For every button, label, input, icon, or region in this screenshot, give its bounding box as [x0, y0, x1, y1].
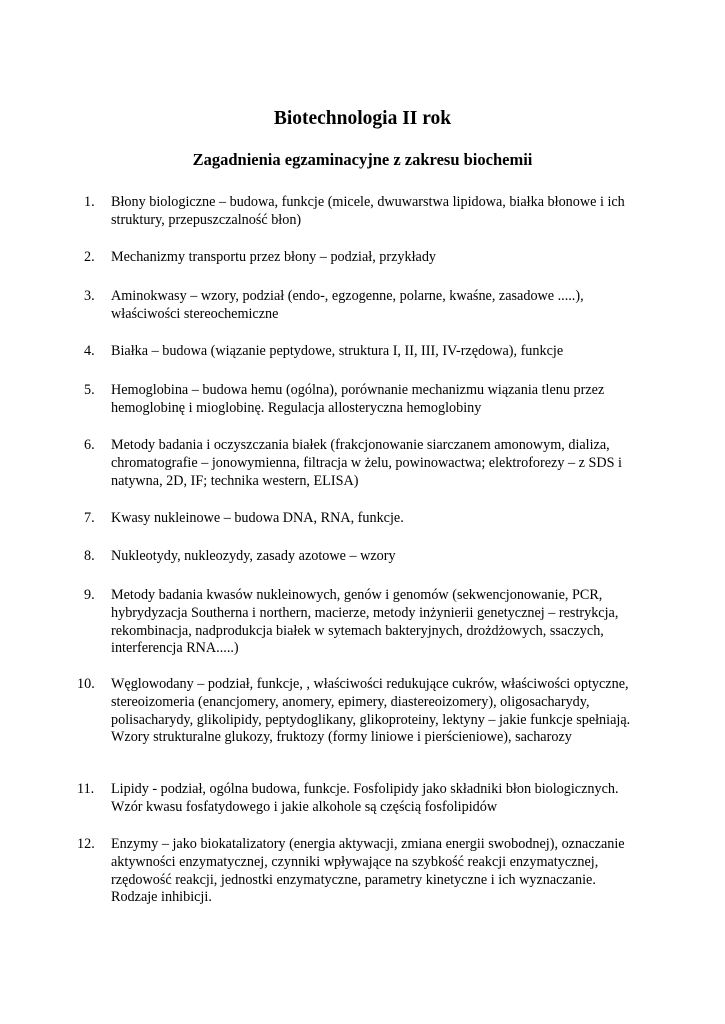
list-item-text: Enzymy – jako biokatalizatory (energia aktywacji, zmiana energii swobodnej), oznaczanie aktywności enzymatycznej, czynniki wpływające na szybkość reakcji enzymatycznej, rzędowość reakcji, jednostki enzymatyczne, parametry kinetyczne i ich wyznaczanie. Rodzaje inhibicji. — [111, 836, 625, 906]
list-item-1 — [84, 194, 644, 230]
list-item-2 — [84, 249, 644, 267]
list-item-5 — [84, 382, 644, 418]
list-item-text: Metody badania i oczyszczania białek (frakcjonowanie siarczanem amonowym, dializa, chromatografie – jonowymienna, filtracja w żelu, powinowactwa; elektroforezy – z SDS i natywna, 2D, IF; technika western, ELISA) — [111, 437, 622, 489]
list-item-number: 5. — [84, 382, 95, 398]
page-subtitle: Zagadnienia egzaminacyjne z zakresu biochemii — [192, 150, 533, 169]
list-item-7 — [84, 510, 644, 528]
list-item-text: Kwasy nukleinowe – budowa DNA, RNA, funkcje. — [111, 510, 404, 526]
list-item-text: Metody badania kwasów nukleinowych, genów i genomów (sekwencjonowanie, PCR, hybrydyzacja Southerna i northern, macierze, metody inżynierii genetycznej – restrykcja, rekombinacja, nadprodukcja białek w sytemach bakteryjnych, drożdżowych, ssaczych, interferencja RNA.....) — [111, 587, 619, 657]
list-item-text: Mechanizmy transportu przez błony – podział, przykłady — [111, 249, 437, 265]
list-item-text: Aminokwasy – wzory, podział (endo-, egzogenne, polarne, kwaśne, zasadowe .....), właściwości stereochemiczne — [111, 288, 584, 322]
list-item-text: Hemoglobina – budowa hemu (ogólna), porównanie mechanizmu wiązania tlenu przez hemoglobinę i mioglobinę. Regulacja allosteryczna hemoglobiny — [111, 382, 605, 416]
list-item-text: Lipidy - podział, ogólna budowa, funkcje. Fosfolipidy jako składniki błon biologicznych. Wzór kwasu fosfatydowego i jakie alkohole są częścią fosfolipidów — [111, 781, 619, 815]
list-item-10 — [77, 676, 644, 747]
list-item-number: 6. — [84, 437, 95, 453]
list-item-number: 7. — [84, 510, 95, 526]
list-item-number: 12. — [77, 836, 95, 852]
list-item-6 — [84, 437, 644, 490]
list-item-3 — [84, 288, 644, 324]
list-item-text: Białka – budowa (wiązanie peptydowe, struktura I, II, III, IV-rzędowa), funkcje — [111, 343, 564, 359]
list-item-text: Nukleotydy, nukleozydy, zasady azotowe – wzory — [111, 548, 396, 564]
list-item-number: 1. — [84, 194, 95, 210]
list-item-4 — [84, 343, 644, 361]
list-item-text: Błony biologiczne – budowa, funkcje (micele, dwuwarstwa lipidowa, białka błonowe i ich struktury, przepuszczalność błon) — [111, 194, 625, 228]
list-item-text: Węglowodany – podział, funkcje, , właściwości redukujące cukrów, właściwości optyczne, stereoizomeria (enancjomery, anomery, epimery, diastereoizomery), oligosacharydy, polisacharydy, glikolipidy, peptydoglikany, glikoproteiny, lektyny – jakie funkcje spełniają. Wzory strukturalne glukozy, fruktozy (formy liniowe i pierścieniowe), sacharozy — [111, 676, 631, 746]
list-item-9 — [84, 587, 644, 658]
list-item-number: 10. — [77, 676, 95, 692]
list-item-number: 4. — [84, 343, 95, 359]
list-item-number: 8. — [84, 548, 95, 564]
list-item-12 — [77, 836, 644, 907]
list-item-8 — [84, 548, 644, 566]
page-title: Biotechnologia II rok — [273, 108, 452, 129]
list-item-number: 9. — [84, 587, 95, 603]
list-item-11 — [77, 781, 644, 817]
list-item-number: 3. — [84, 288, 95, 304]
list-item-number: 11. — [77, 781, 95, 797]
list-item-number: 2. — [84, 249, 95, 265]
